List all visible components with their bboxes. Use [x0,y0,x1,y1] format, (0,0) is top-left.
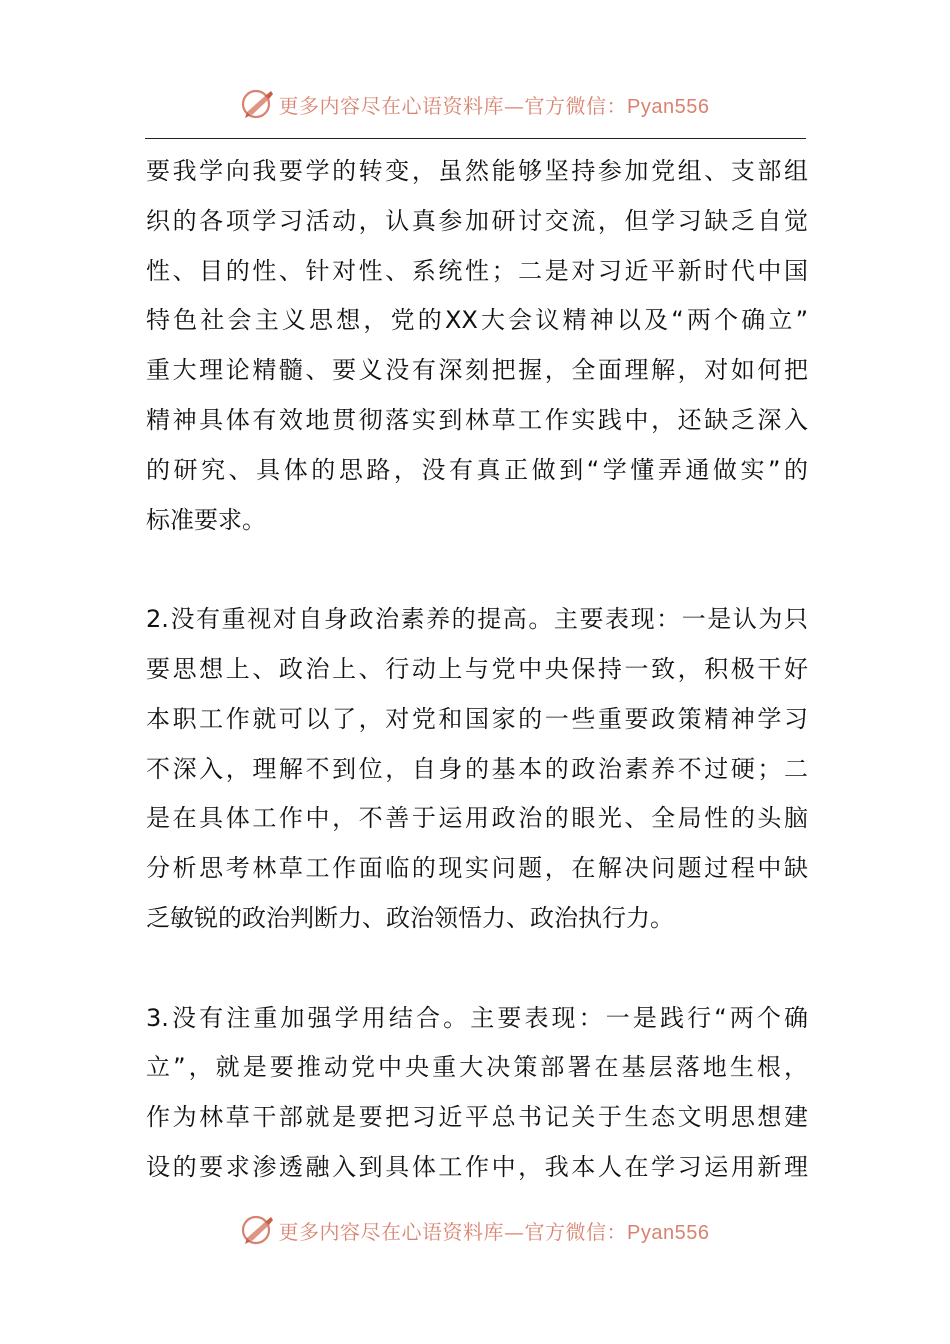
paragraph-gap [146,545,808,595]
text-line: 标准要求。 [146,505,266,534]
text-line: 作为林草干部就是要把习近平总书记关于生态文明思想建 [146,1103,808,1132]
text-line: 性、目的性、针对性、系统性；二是对习近平新时代中国 [146,256,808,285]
footer-watermark [0,1212,950,1248]
header-banner-wechat-id: Pyan556 [627,95,710,118]
header-watermark [0,86,950,122]
text-line: 本职工作就可以了，对党和国家的一些重要政策精神学习 [146,704,808,733]
paragraph-gap [146,944,808,994]
text-line: 重大理论精髓、要义没有深刻把握，全面理解，对如何把 [146,356,808,385]
text-line: 不深入，理解不到位，自身的基本的政治素养不过硬；二 [146,754,808,783]
footer-banner-wechat-id: Pyan556 [627,1221,710,1244]
paragraph [146,147,808,545]
pen-logo-icon [241,1213,275,1247]
text-line: 是在具体工作中，不善于运用政治的眼光、全局性的头脑 [146,804,808,833]
text-line: 2.没有重视对自身政治素养的提高。主要表现：一是认为只 [146,605,808,634]
paragraph [146,994,808,1193]
text-line: 立”，就是要推动党中央重大决策部署在基层落地生根， [146,1053,808,1082]
text-line: 乏敏锐的政治判断力、政治领悟力、政治执行力。 [146,903,674,932]
pen-logo-icon [241,87,275,121]
paragraph [146,595,808,944]
text-line: 要我学向我要学的转变，虽然能够坚持参加党组、支部组 [146,157,808,185]
text-line: 要思想上、政治上、行动上与党中央保持一致，积极干好 [146,654,808,683]
footer-banner-text: 更多内容尽在心语资料库—官方微信： [278,1219,628,1244]
text-line: 特色社会主义思想，党的XX大会议精神以及“两个确立” [146,306,808,335]
text-line: 织的各项学习活动，认真参加研讨交流，但学习缺乏自觉 [146,206,808,235]
header-banner-text: 更多内容尽在心语资料库—官方微信： [278,93,628,118]
text-line: 分析思考林草工作面临的现实问题，在解决问题过程中缺 [146,854,808,883]
document-body [146,147,808,1193]
text-line: 3.没有注重加强学用结合。主要表现：一是践行“两个确 [146,1003,808,1032]
text-line: 精神具体有效地贯彻落实到林草工作实践中，还缺乏深入 [146,405,808,434]
text-line: 的研究、具体的思路，没有真正做到“学懂弄通做实”的 [146,455,808,484]
text-line: 设的要求渗透融入到具体工作中，我本人在学习运用新理 [146,1152,808,1181]
header-rule [145,138,806,139]
